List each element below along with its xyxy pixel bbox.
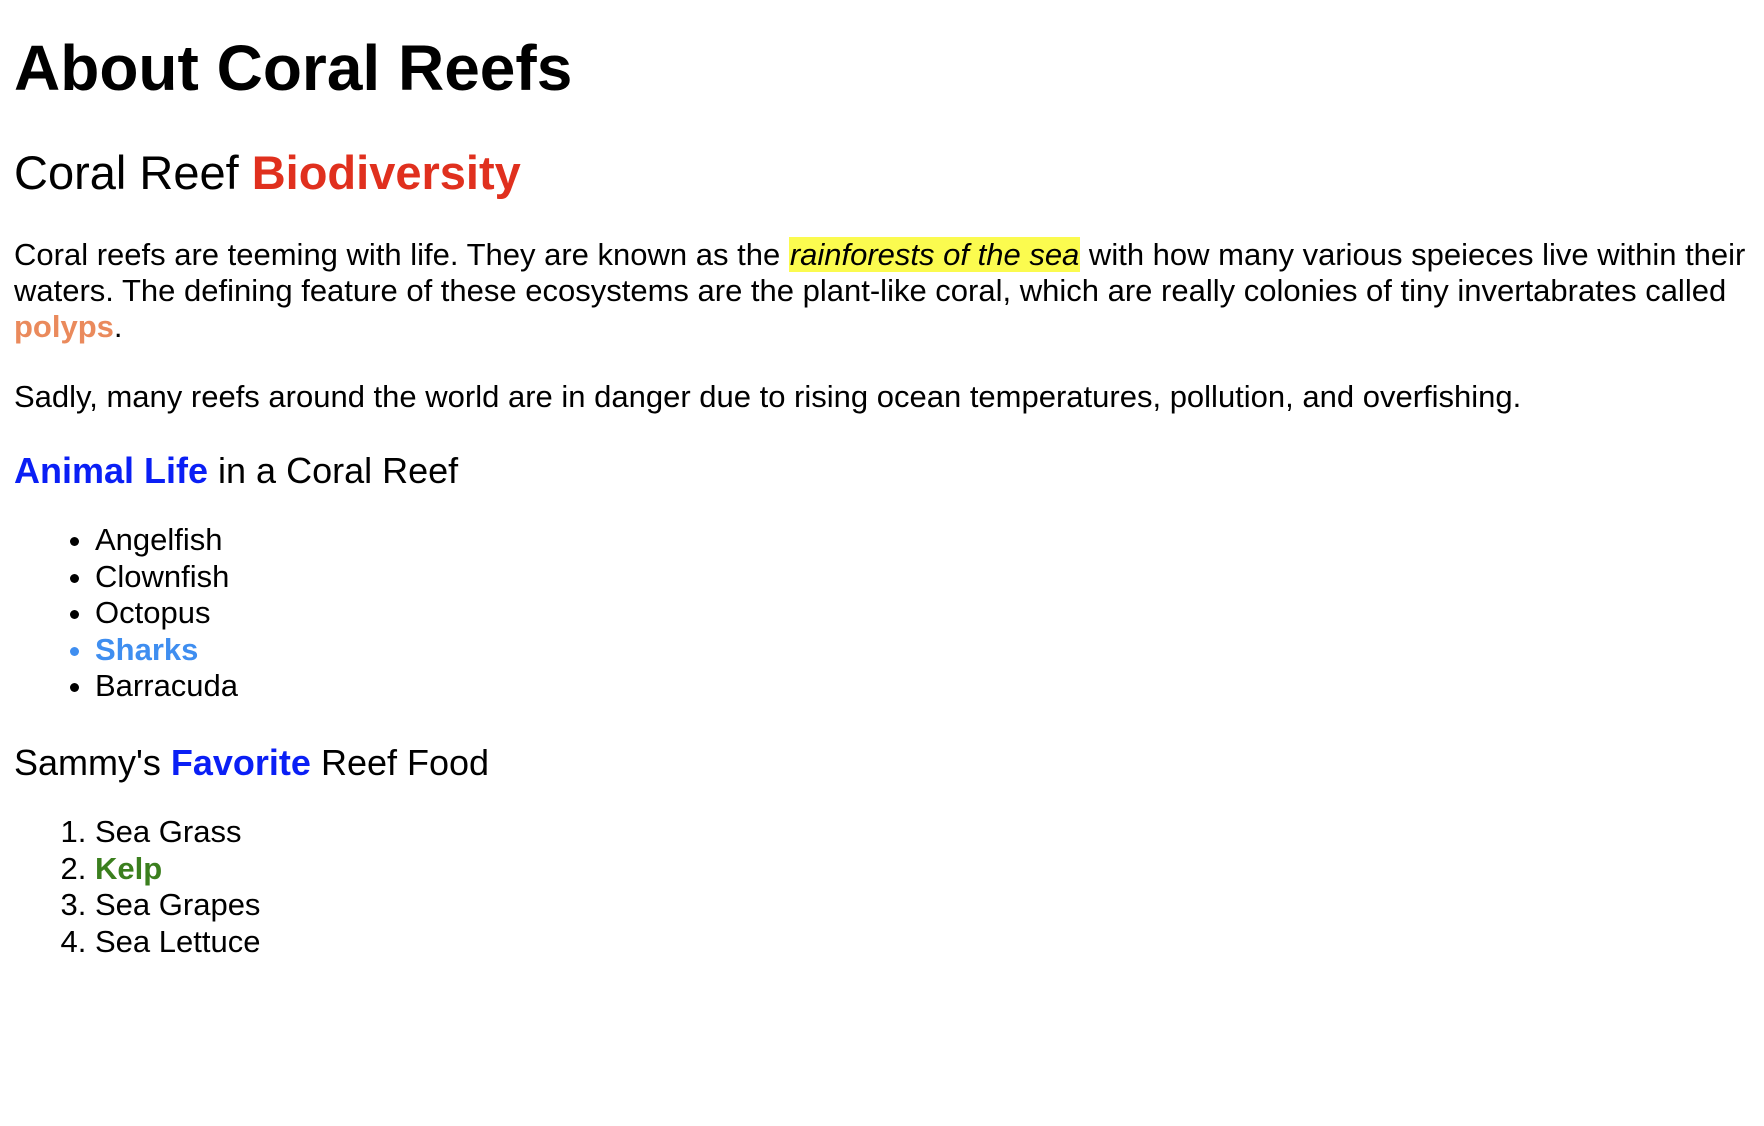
kelp-item-text: Kelp bbox=[95, 850, 163, 886]
list-item bbox=[95, 851, 1750, 888]
reef-food-heading-accent: Favorite bbox=[170, 741, 311, 783]
biodiversity-paragraph-1 bbox=[14, 237, 1754, 345]
biodiversity-heading bbox=[14, 145, 1750, 201]
list-item: 3. Sea Grapes bbox=[95, 887, 1750, 924]
polyps-term: polyps bbox=[14, 309, 114, 345]
list-item: • Octopus bbox=[95, 595, 1750, 632]
list-item: • Sharks bbox=[95, 632, 1750, 669]
animal-life-section bbox=[14, 449, 1750, 705]
p1-before-text: Coral reefs are teeming with life. They are known as the bbox=[14, 237, 789, 273]
p1-after-text: . bbox=[113, 309, 123, 345]
reef-food-list bbox=[14, 814, 1750, 960]
biodiversity-section bbox=[14, 145, 1750, 415]
animal-life-heading bbox=[14, 449, 1750, 492]
rainforests-highlight: rainforests of the sea bbox=[789, 237, 1080, 273]
reef-food-heading-prefix: Sammy's bbox=[14, 741, 171, 783]
animal-list bbox=[14, 522, 1750, 705]
biodiversity-paragraph-2: Sadly, many reefs around the world are in danger due to rising ocean temperatures, pollution, and overfishing. bbox=[14, 379, 1522, 415]
animal-life-heading-accent: Animal Life bbox=[14, 450, 209, 492]
biodiversity-heading-accent: Biodiversity bbox=[251, 145, 521, 199]
page-title: About Coral Reefs bbox=[14, 32, 573, 104]
reef-food-heading bbox=[14, 741, 1750, 784]
biodiversity-heading-prefix: Coral Reef bbox=[14, 145, 252, 199]
list-item: • Clownfish bbox=[95, 559, 1750, 596]
list-item: 1. Sea Grass bbox=[95, 814, 1750, 851]
p1-middle-text: with how many various speieces live within their waters. The defining feature of these ecosystems are the plant-like coral, which are really colonies of tiny invertabrates called bbox=[14, 237, 1746, 309]
reef-food-heading-suffix: Reef Food bbox=[310, 741, 490, 783]
reef-food-section bbox=[14, 741, 1750, 960]
list-item: • Angelfish bbox=[95, 522, 1750, 559]
animal-life-heading-suffix: in a Coral Reef bbox=[208, 450, 459, 492]
list-item: 4. Sea Lettuce bbox=[95, 924, 1750, 961]
list-item: • Barracuda bbox=[95, 668, 1750, 705]
